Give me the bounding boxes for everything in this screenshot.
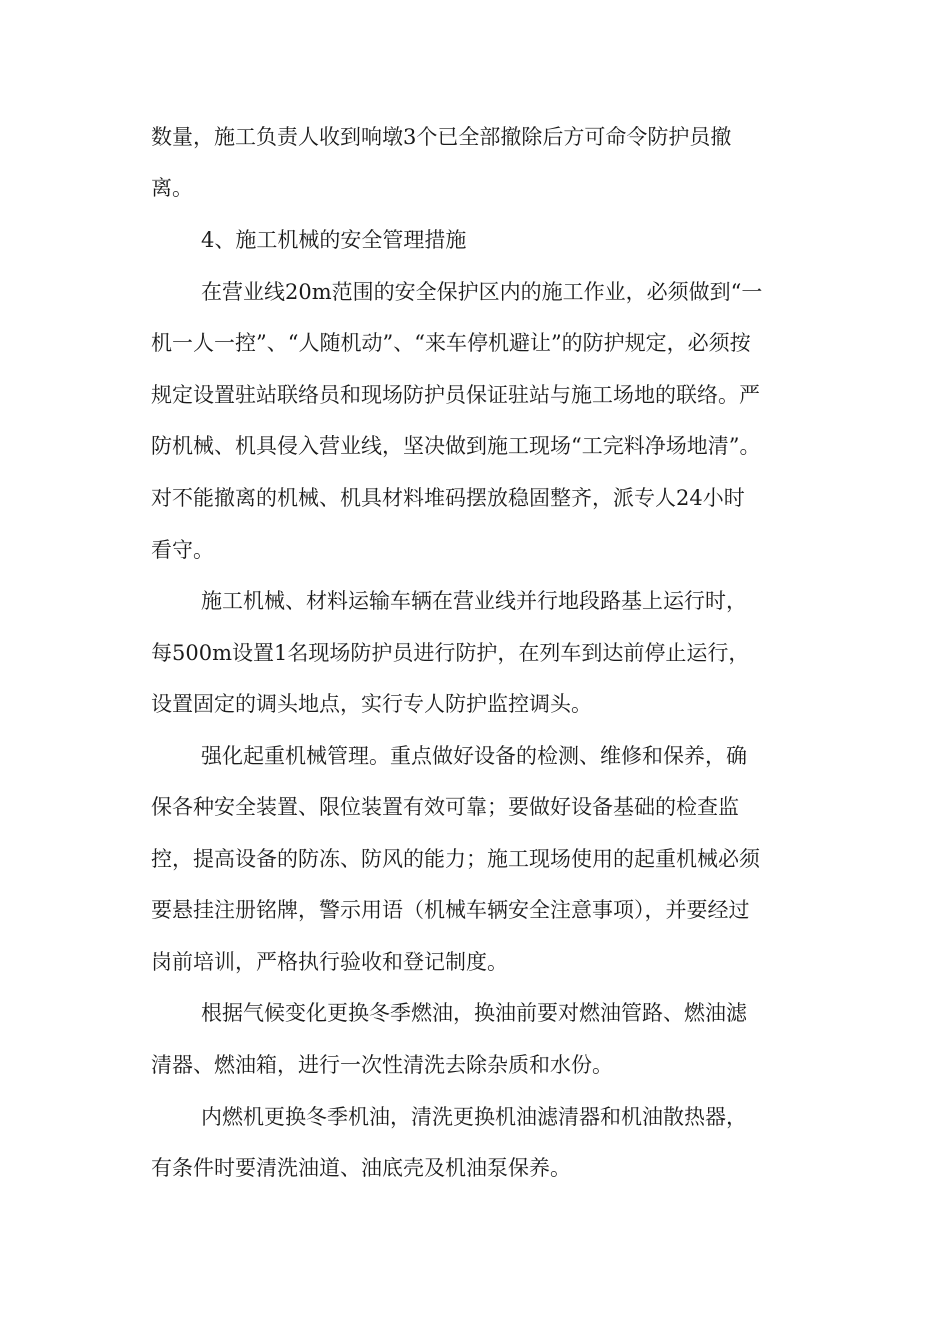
text-line-paragraph-2-line-6: 看守。 [151,538,214,562]
text-line-paragraph-4-line-3: 控，提高设备的防冻、防风的能力；施工现场使用的起重机械必须 [151,847,760,871]
text-line-paragraph-2-line-1: 在营业线20m范围的安全保护区内的施工作业，必须做到“一 [201,280,763,304]
text-line-paragraph-2-line-3: 规定设置驻站联络员和现场防护员保证驻站与施工场地的联络。严 [151,383,760,407]
text-line-paragraph-2-line-4: 防机械、机具侵入营业线，坚决做到施工现场“工完料净场地清”。 [151,434,761,458]
text-line-paragraph-3-line-2: 每500m设置1名现场防护员进行防护，在列车到达前停止运行， [151,641,750,665]
text-line-paragraph-6-line-2: 有条件时要清洗油道、油底壳及机油泵保养。 [151,1156,571,1180]
text-line-paragraph-1-line-1: 数量，施工负责人收到响墩3个已全部撤除后方可命令防护员撤 [151,125,732,149]
text-line-paragraph-3-line-1: 施工机械、材料运输车辆在营业线并行地段路基上运行时， [201,589,747,613]
section-heading-machinery-safety: 4、施工机械的安全管理措施 [201,228,467,252]
text-line-paragraph-4-line-1: 强化起重机械管理。重点做好设备的检测、维修和保养，确 [201,744,747,768]
text-line-paragraph-5-line-1: 根据气候变化更换冬季燃油，换油前要对燃油管路、燃油滤 [201,1001,747,1025]
text-line-paragraph-4-line-2: 保各种安全装置、限位装置有效可靠；要做好设备基础的检查监 [151,795,739,819]
text-line-paragraph-2-line-2: 机一人一控”、“人随机动”、“来车停机避让”的防护规定，必须按 [151,331,751,355]
text-line-paragraph-5-line-2: 清器、燃油箱，进行一次性清洗去除杂质和水份。 [151,1053,613,1077]
text-line-paragraph-2-line-5: 对不能撤离的机械、机具材料堆码摆放稳固整齐，派专人24小时 [151,486,745,510]
text-line-paragraph-3-line-3: 设置固定的调头地点，实行专人防护监控调头。 [151,692,592,716]
text-line-paragraph-1-line-2: 离。 [151,176,193,200]
text-line-paragraph-6-line-1: 内燃机更换冬季机油，清洗更换机油滤清器和机油散热器， [201,1105,747,1129]
text-line-paragraph-4-line-5: 岗前培训，严格执行验收和登记制度。 [151,950,508,974]
text-line-paragraph-4-line-4: 要悬挂注册铭牌，警示用语（机械车辆安全注意事项），并要经过 [151,898,750,922]
